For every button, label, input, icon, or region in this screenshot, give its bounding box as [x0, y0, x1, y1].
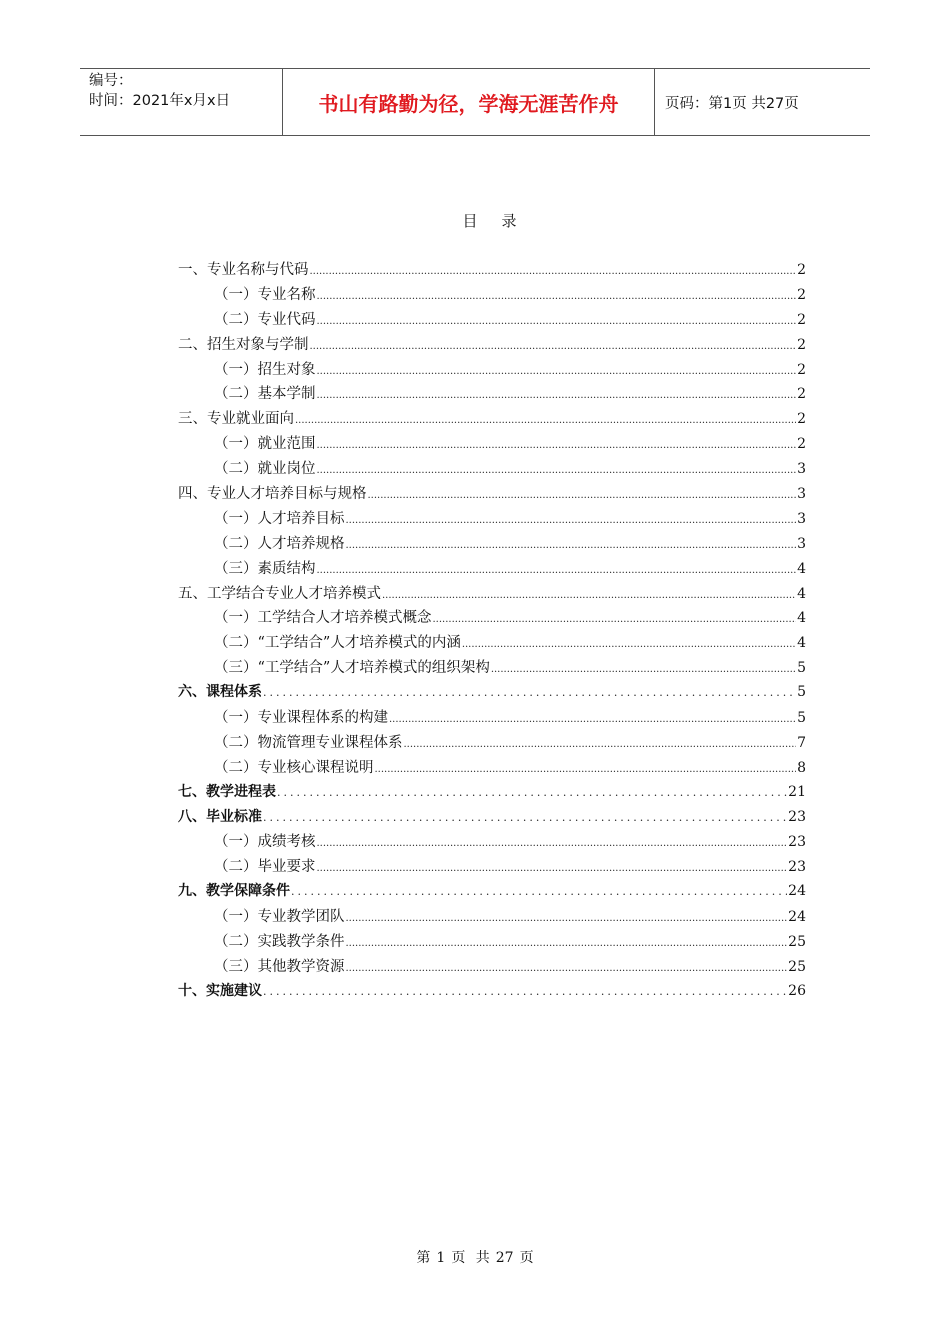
- toc-entry[interactable]: [178, 830, 806, 855]
- toc-entry[interactable]: [178, 432, 806, 457]
- toc-entry-title: （一）专业名称: [214, 286, 316, 303]
- toc-leader-dots: [346, 540, 797, 551]
- toc-entry-page: 3: [797, 461, 806, 478]
- toc-leader-dots: [277, 786, 787, 799]
- toc-entry-page: 2: [797, 336, 806, 353]
- toc-entry-title: （二）毕业要求: [214, 859, 316, 876]
- toc-entry[interactable]: [178, 382, 806, 407]
- toc-entry-title: （一）人才培养目标: [214, 510, 345, 527]
- toc-entry-title: （三）素质结构: [214, 560, 316, 577]
- toc-entry-title: 一、专业名称与代码: [178, 262, 309, 278]
- toc-entry-title: （二）实践教学条件: [214, 934, 345, 951]
- toc-entry-title: （二）专业核心课程说明: [214, 759, 374, 776]
- toc-leader-dots: [263, 686, 796, 699]
- toc-entry-page: 21: [788, 783, 806, 800]
- toc-leader-dots: [295, 415, 796, 426]
- toc-entry-page: 26: [788, 982, 806, 999]
- toc-entry-page: 25: [788, 958, 806, 975]
- toc-entry[interactable]: [178, 706, 806, 731]
- toc-leader-dots: [346, 515, 797, 526]
- toc-entry-page: 2: [797, 262, 806, 278]
- toc-entry[interactable]: [178, 606, 806, 631]
- toc-entry-page: 4: [797, 635, 806, 652]
- toc-entry[interactable]: [178, 955, 806, 980]
- toc-leader-dots: [317, 465, 797, 476]
- toc-entry[interactable]: [178, 482, 806, 507]
- header-time-label: 时间：2021年x月x日: [89, 93, 231, 109]
- toc-entry-page: 23: [788, 859, 806, 876]
- toc-leader-dots: [291, 885, 787, 898]
- toc-leader-dots: [317, 291, 797, 302]
- toc-entry[interactable]: [178, 333, 806, 358]
- toc-leader-dots: [317, 390, 797, 401]
- header-page-info: 页码：第1页 共27页: [665, 95, 799, 112]
- page-footer: [0, 1247, 950, 1267]
- toc-leader-dots: [317, 440, 797, 451]
- toc-entry-page: 25: [788, 934, 806, 951]
- toc-leader-dots: [346, 938, 788, 949]
- toc-entry[interactable]: [178, 358, 806, 383]
- toc-entry-title: （一）招生对象: [214, 361, 316, 378]
- toc-entry[interactable]: [178, 283, 806, 308]
- toc-leader-dots: [382, 590, 796, 601]
- toc-entry-page: 2: [797, 386, 806, 403]
- toc-entry[interactable]: [178, 880, 806, 905]
- toc-entry[interactable]: [178, 557, 806, 582]
- toc-entry-title: （一）专业课程体系的构建: [214, 710, 388, 727]
- toc-entry[interactable]: [178, 980, 806, 1005]
- toc-entry[interactable]: [178, 781, 806, 806]
- footer-word: 页: [451, 1250, 466, 1266]
- toc-entry-page: 5: [797, 660, 806, 677]
- toc-entry-title: （三）“工学结合”人才培养模式的组织架构: [214, 660, 490, 677]
- toc-entry-page: 3: [797, 510, 806, 527]
- toc-leader-dots: [317, 838, 788, 849]
- header-motto: 书山有路勤为径，学海无涯苦作舟: [283, 69, 655, 135]
- header-number-label: 编号：: [89, 73, 133, 89]
- toc-entry-title: （一）就业范围: [214, 436, 316, 453]
- toc-entry-page: 3: [797, 535, 806, 552]
- toc-entry-page: 5: [797, 684, 806, 701]
- toc-entry-title: （二）人才培养规格: [214, 535, 345, 552]
- toc-entry-title: 十、实施建议: [178, 982, 262, 999]
- toc-entry-title: （二）“工学结合”人才培养模式的内涵: [214, 635, 461, 652]
- toc-leader-dots: [310, 266, 797, 277]
- footer-word: 共: [475, 1250, 490, 1266]
- toc-title-char: 目: [462, 212, 478, 230]
- toc-entry-page: 24: [788, 909, 806, 926]
- toc-entry-title: （二）专业代码: [214, 311, 316, 328]
- toc-entry-page: 3: [797, 486, 806, 503]
- toc-entry-title: （二）基本学制: [214, 386, 316, 403]
- toc-entry-title: 四、专业人才培养目标与规格: [178, 486, 367, 503]
- toc-entry-page: 5: [797, 710, 806, 727]
- toc-leader-dots: [491, 664, 796, 675]
- toc-leader-dots: [346, 963, 788, 974]
- toc-entry-title: 七、教学进程表: [178, 783, 276, 800]
- toc-leader-dots: [462, 639, 796, 650]
- toc-entry-title: （一）工学结合人才培养模式概念: [214, 610, 432, 627]
- toc-entry-page: 23: [788, 808, 806, 825]
- footer-word: 页: [519, 1250, 534, 1266]
- toc-entry-page: 4: [797, 560, 806, 577]
- toc-leader-dots: [346, 913, 788, 924]
- toc-entry[interactable]: [178, 656, 806, 681]
- toc-entry-title: （一）专业教学团队: [214, 909, 345, 926]
- toc-entry-title: 八、毕业标准: [178, 808, 262, 825]
- toc-leader-dots: [263, 985, 787, 998]
- toc-entry-title: （二）就业岗位: [214, 461, 316, 478]
- toc-entry-title: （三）其他教学资源: [214, 958, 345, 975]
- footer-page-number: 1: [436, 1250, 446, 1266]
- table-of-contents: [178, 258, 806, 1005]
- toc-leader-dots: [368, 490, 797, 501]
- toc-entry[interactable]: [178, 582, 806, 607]
- toc-entry-page: 2: [797, 286, 806, 303]
- toc-leader-dots: [433, 614, 797, 625]
- toc-entry-page: 2: [797, 436, 806, 453]
- footer-total-pages: 27: [495, 1250, 514, 1266]
- toc-entry[interactable]: [178, 308, 806, 333]
- toc-entry-page: 4: [797, 610, 806, 627]
- toc-entry-title: 三、专业就业面向: [178, 411, 294, 428]
- toc-leader-dots: [317, 565, 797, 576]
- toc-entry[interactable]: [178, 756, 806, 781]
- page-header: [80, 68, 870, 136]
- toc-entry[interactable]: [178, 258, 806, 283]
- toc-entry-title: 五、工学结合专业人才培养模式: [178, 585, 381, 602]
- toc-leader-dots: [263, 811, 787, 824]
- toc-entry-page: 7: [797, 734, 806, 751]
- toc-entry-title: （一）成绩考核: [214, 834, 316, 851]
- toc-entry[interactable]: [178, 806, 806, 831]
- toc-entry[interactable]: [178, 731, 806, 756]
- toc-leader-dots: [317, 863, 788, 874]
- toc-leader-dots: [404, 739, 797, 750]
- toc-entry[interactable]: [178, 855, 806, 880]
- toc-entry-title: 六、课程体系: [178, 684, 262, 701]
- toc-entry-page: 2: [797, 311, 806, 328]
- toc-entry[interactable]: [178, 532, 806, 557]
- toc-leader-dots: [317, 316, 797, 327]
- toc-entry[interactable]: [178, 681, 806, 706]
- toc-entry-page: 2: [797, 361, 806, 378]
- toc-leader-dots: [375, 764, 797, 775]
- toc-entry-title: 九、教学保障条件: [178, 883, 290, 900]
- toc-entry-title: 二、招生对象与学制: [178, 336, 309, 353]
- toc-entry[interactable]: [178, 905, 806, 930]
- toc-entry[interactable]: [178, 930, 806, 955]
- toc-entry-page: 4: [797, 585, 806, 602]
- toc-leader-dots: [310, 341, 797, 352]
- toc-entry[interactable]: [178, 507, 806, 532]
- toc-entry[interactable]: [178, 407, 806, 432]
- toc-title-char: 录: [501, 212, 517, 230]
- toc-entry-page: 8: [797, 759, 806, 776]
- toc-entry[interactable]: [178, 631, 806, 656]
- toc-leader-dots: [317, 366, 797, 377]
- footer-word: 第: [416, 1250, 431, 1266]
- toc-entry-page: 24: [788, 883, 806, 900]
- toc-entry-page: 2: [797, 411, 806, 428]
- toc-entry-page: 23: [788, 834, 806, 851]
- toc-title: [0, 210, 950, 231]
- header-meta: [80, 69, 283, 135]
- toc-leader-dots: [389, 714, 796, 725]
- toc-entry[interactable]: [178, 457, 806, 482]
- toc-entry-title: （二）物流管理专业课程体系: [214, 734, 403, 751]
